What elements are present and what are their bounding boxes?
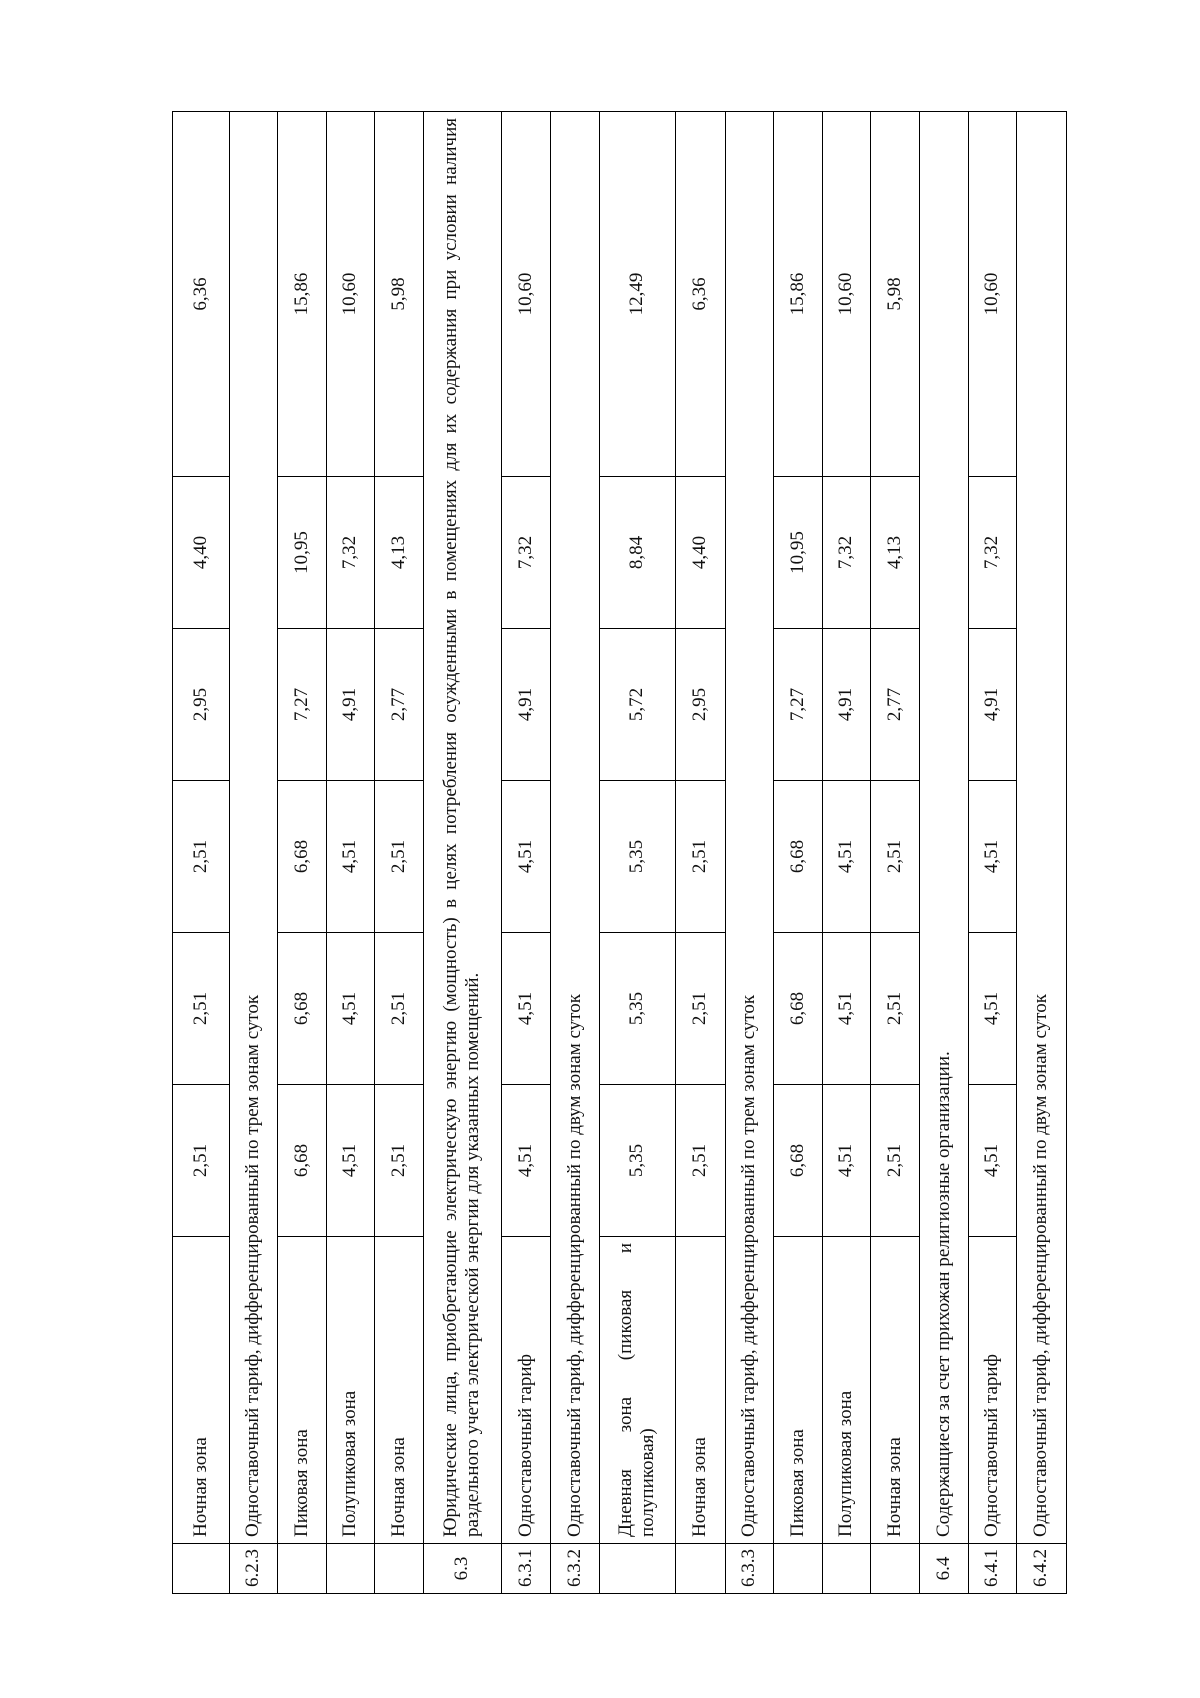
value-cell: 5,72: [599, 629, 675, 781]
value-cell: 2,95: [676, 629, 725, 781]
value-cell: 4,40: [173, 477, 230, 629]
table-row: [375, 112, 423, 1594]
row-code: 6.4.2: [1017, 1544, 1067, 1594]
section-heading: Одноставочный тариф, дифференцированный по двум зонам суток: [551, 112, 599, 1544]
value-cell: 7,32: [326, 477, 374, 629]
row-code: [599, 1544, 675, 1594]
value-cell: 12,49: [599, 112, 675, 477]
value-cell: 4,51: [326, 781, 374, 933]
value-cell: 4,51: [501, 1085, 550, 1237]
table-row: [278, 112, 326, 1594]
value-cell: 4,51: [501, 781, 550, 933]
value-cell: 4,91: [326, 629, 374, 781]
row-code: [676, 1544, 725, 1594]
row-code: [375, 1544, 423, 1594]
value-cell: 10,95: [774, 477, 822, 629]
table-row: [423, 112, 501, 1594]
value-cell: 5,98: [870, 112, 919, 477]
section-heading: Одноставочный тариф, дифференцированный по трем зонам суток: [229, 112, 277, 1544]
value-cell: 2,51: [676, 933, 725, 1085]
value-cell: 7,32: [822, 477, 870, 629]
value-cell: 4,51: [968, 781, 1016, 933]
row-label: Полупиковая зона: [326, 1237, 374, 1544]
value-cell: 2,51: [676, 1085, 725, 1237]
section-heading: Одноставочный тариф, дифференцированный по двум зонам суток: [1017, 112, 1067, 1544]
rotated-table-wrapper: [172, 112, 1067, 1594]
row-code: [326, 1544, 374, 1594]
value-cell: 2,51: [173, 933, 230, 1085]
value-cell: 5,35: [599, 933, 675, 1085]
value-cell: 6,68: [774, 933, 822, 1085]
value-cell: 4,91: [822, 629, 870, 781]
value-cell: 10,60: [501, 112, 550, 477]
value-cell: 4,51: [822, 781, 870, 933]
table-row: [326, 112, 374, 1594]
table-row: [173, 112, 230, 1594]
row-code: 6.3.3: [725, 1544, 773, 1594]
row-label: [599, 1237, 675, 1544]
value-cell: 4,91: [968, 629, 1016, 781]
row-code: 6.4: [920, 1544, 968, 1594]
row-label: Ночная зона: [173, 1237, 230, 1544]
value-cell: 2,95: [173, 629, 230, 781]
row-code: [278, 1544, 326, 1594]
value-cell: 2,51: [375, 1085, 423, 1237]
table-row: [920, 112, 968, 1594]
row-label: Ночная зона: [375, 1237, 423, 1544]
value-cell: 4,51: [501, 933, 550, 1085]
table-row: [870, 112, 919, 1594]
value-cell: 6,68: [774, 781, 822, 933]
value-cell: 8,84: [599, 477, 675, 629]
value-cell: 10,60: [968, 112, 1016, 477]
row-label: Пиковая зона: [278, 1237, 326, 1544]
value-cell: 15,86: [774, 112, 822, 477]
tariff-table: [172, 111, 1067, 1594]
value-cell: 7,27: [774, 629, 822, 781]
value-cell: 4,91: [501, 629, 550, 781]
value-cell: 7,32: [968, 477, 1016, 629]
value-cell: 10,60: [326, 112, 374, 477]
value-cell: 6,68: [278, 933, 326, 1085]
value-cell: 7,32: [501, 477, 550, 629]
value-cell: 5,98: [375, 112, 423, 477]
table-row: [229, 112, 277, 1594]
row-label: Одноставочный тариф: [501, 1237, 550, 1544]
value-cell: 6,68: [278, 781, 326, 933]
value-cell: 5,35: [599, 1085, 675, 1237]
value-cell: 4,13: [870, 477, 919, 629]
value-cell: 2,51: [870, 933, 919, 1085]
row-label: Одноставочный тариф: [968, 1237, 1016, 1544]
value-cell: 2,51: [173, 1085, 230, 1237]
row-label: Пиковая зона: [774, 1237, 822, 1544]
table-row: [551, 112, 599, 1594]
value-cell: 4,51: [968, 1085, 1016, 1237]
value-cell: 6,36: [676, 112, 725, 477]
value-cell: 2,77: [870, 629, 919, 781]
table-row: [968, 112, 1016, 1594]
table-row: [822, 112, 870, 1594]
row-label-line2: полупиковая): [637, 1428, 659, 1537]
value-cell: 4,51: [326, 933, 374, 1085]
row-code: [822, 1544, 870, 1594]
value-cell: 4,51: [326, 1085, 374, 1237]
table-row: [1017, 112, 1067, 1594]
row-code: [870, 1544, 919, 1594]
value-cell: 2,51: [375, 781, 423, 933]
value-cell: 6,68: [278, 1085, 326, 1237]
value-cell: 2,51: [676, 781, 725, 933]
section-heading: Содержащиеся за счет прихожан религиозные организации.: [920, 112, 968, 1544]
value-cell: 10,95: [278, 477, 326, 629]
section-heading: Одноставочный тариф, дифференцированный по трем зонам суток: [725, 112, 773, 1544]
value-cell: 15,86: [278, 112, 326, 477]
row-code: 6.3.2: [551, 1544, 599, 1594]
value-cell: 4,13: [375, 477, 423, 629]
row-code: [774, 1544, 822, 1594]
table-row: [774, 112, 822, 1594]
value-cell: 2,51: [173, 781, 230, 933]
value-cell: 2,51: [375, 933, 423, 1085]
row-code: 6.3.1: [501, 1544, 550, 1594]
value-cell: 4,51: [822, 933, 870, 1085]
value-cell: 4,51: [822, 1085, 870, 1237]
value-cell: 6,68: [774, 1085, 822, 1237]
table-row: [501, 112, 550, 1594]
row-label: Полупиковая зона: [822, 1237, 870, 1544]
value-cell: 2,51: [870, 1085, 919, 1237]
value-cell: 4,40: [676, 477, 725, 629]
value-cell: 2,51: [870, 781, 919, 933]
row-code: 6.4.1: [968, 1544, 1016, 1594]
table-row: [599, 112, 675, 1594]
value-cell: 2,77: [375, 629, 423, 781]
value-cell: 6,36: [173, 112, 230, 477]
value-cell: 5,35: [599, 781, 675, 933]
table-row: [725, 112, 773, 1594]
value-cell: 4,51: [968, 933, 1016, 1085]
table-row: [676, 112, 725, 1594]
row-code: [173, 1544, 230, 1594]
section-heading: Юридические лица, приобретающие электрическую энергию (мощность) в целях потребления осужденными в помещениях для их содержания при условии наличия раздельного учета электрической энергии для указанных помещений.: [423, 112, 501, 1544]
row-code: 6.3: [423, 1544, 501, 1594]
row-label: Ночная зона: [676, 1237, 725, 1544]
value-cell: 7,27: [278, 629, 326, 781]
row-label: Ночная зона: [870, 1237, 919, 1544]
row-code: 6.2.3: [229, 1544, 277, 1594]
value-cell: 10,60: [822, 112, 870, 477]
row-label-line1: Дневная зона (пиковая и: [615, 1243, 637, 1537]
